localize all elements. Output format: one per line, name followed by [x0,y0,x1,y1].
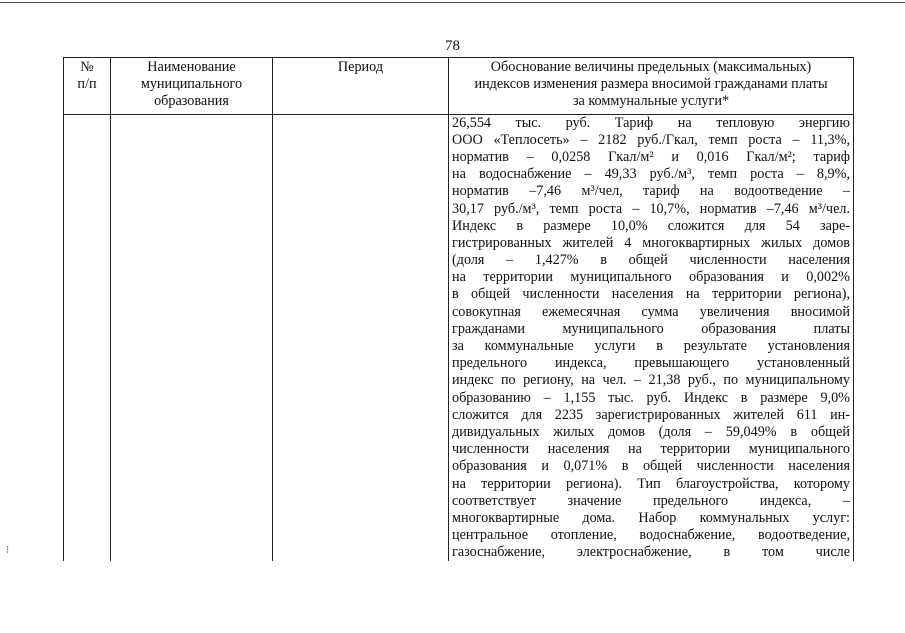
text-line: 30,17 руб./м³, темп роста – 10,7%, норматив –7,46 м³/чел. [452,200,850,217]
header-line: образования [154,93,229,110]
text-line: предельного индекса, превышающего установленный [452,355,850,372]
header-period [273,58,449,115]
cell-number [64,114,111,561]
text-line: численности населения на территории муниципального [452,441,850,458]
header-line: п/п [77,76,97,93]
header-line: индексов изменения размера вносимой гражданами платы [474,76,828,93]
header-line: № [80,59,94,75]
text-line: в общей численности населения на территории региона), [452,286,850,303]
text-line: гистрированных жителей 4 многоквартирных жилых домов [452,234,850,251]
text-line: центральное отопление, водоснабжение, водоотведение, [452,527,850,544]
text-line: газоснабжение, электроснабжение, в том числе [452,544,850,561]
index-justification-table [63,57,854,561]
text-line: норматив –7,46 м³/чел, тариф на водоотведение – [452,183,850,200]
table-header-row [64,58,854,115]
table-row [64,114,854,561]
text-line: 26,554 тыс. руб. Тариф на тепловую энергию [452,114,850,131]
page-number: 78 [445,38,460,54]
cell-justification [449,114,854,561]
header-line: Наименование [147,59,236,75]
text-line: на территории региона). Тип благоустройства, которому [452,475,850,492]
header-justification [449,58,854,115]
text-line: (доля – 1,427% в общей численности населения [452,252,850,269]
text-line: образования и 0,071% в общей численности населения [452,458,850,475]
text-line: сложится для 2235 зарегистрированных жителей 611 ин- [452,406,850,423]
text-line: за коммунальные услуги в результате установления [452,338,850,355]
top-rule [0,2,905,3]
text-line: соответствует значение предельного индекса, – [452,492,850,509]
text-line: образованию – 1,155 тыс. руб. Индекс в размере 9,0% [452,389,850,406]
text-line: на территории муниципального образования и 0,002% [452,269,850,286]
cell-municipality [111,114,273,561]
text-line: норматив – 0,0258 Гкал/м² и 0,016 Гкал/м²; тариф [452,148,850,165]
text-line: дивидуальных жилых домов (доля – 59,049% в общей [452,423,850,440]
text-line: индекс по региону, на чел. – 21,38 руб., по муниципальному [452,372,850,389]
header-line: Период [337,59,384,75]
text-line: ООО «Теплосеть» – 2182 руб./Гкал, темп роста – 11,3%, [452,131,850,148]
text-line: совокупная ежемесячная сумма увеличения вносимой [452,303,850,320]
header-municipality [111,58,273,115]
header-line: муниципального [140,76,243,93]
text-line: многоквартирные дома. Набор коммунальных услуг: [452,509,850,526]
cell-period [273,114,449,561]
text-line: Индекс в размере 10,0% сложится для 54 заре- [452,217,850,234]
header-number [64,58,111,115]
header-line: за коммунальные услуги* [572,93,730,110]
text-line: гражданами муниципального образования платы [452,320,850,337]
text-line: на водоснабжение – 49,33 руб./м³, темп роста – 8,9%, [452,166,850,183]
header-line: Обоснование величины предельных (максимальных) [490,59,812,75]
margin-mark: ⁝ [6,545,10,556]
